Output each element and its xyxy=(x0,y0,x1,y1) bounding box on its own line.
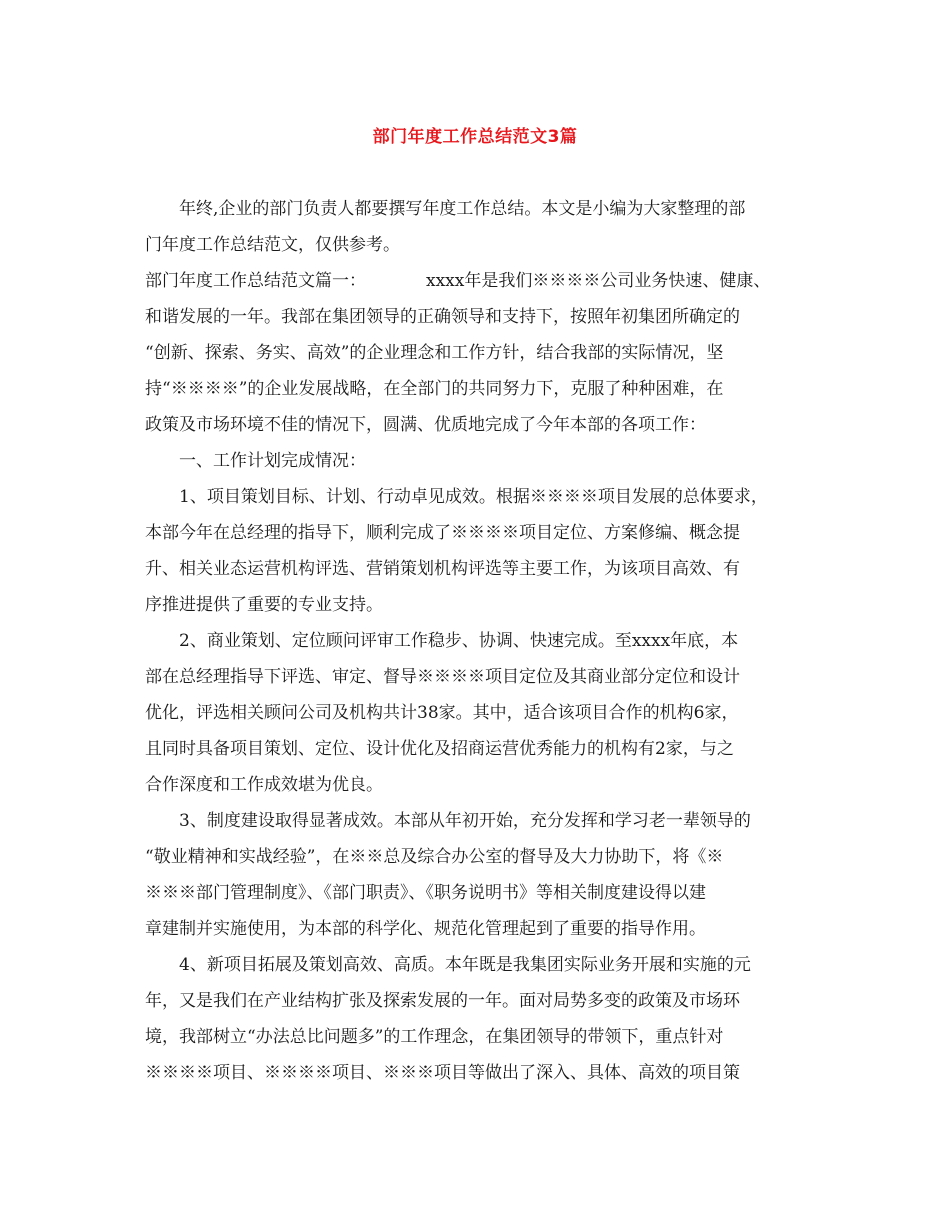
intro-line-1: 年终,企业的部门负责人都要撰写年度工作总结。本文是小编为大家整理的部 xyxy=(179,199,746,219)
item2-line-5: 合作深度和工作成效堪为优良。 xyxy=(145,775,383,795)
document-title: 部门年度工作总结范文3篇 xyxy=(372,127,578,147)
item1-line-1: 1、项目策划目标、计划、行动卓见成效。根据※※※※项目发展的总体要求， xyxy=(179,487,768,507)
intro-line-2: 门年度工作总结范文，仅供参考。 xyxy=(145,235,400,255)
section-body-line-2: “创新、探索、务实、高效”的企业理念和工作方针，结合我部的实际情况，坚 xyxy=(145,343,724,363)
item2-line-2: 部在总经理指导下评选、审定、督导※※※※项目定位及其商业部分定位和设计 xyxy=(145,667,740,687)
item1-line-3: 升、相关业态运营机构评选、营销策划机构评选等主要工作，为该项目高效、有 xyxy=(145,559,740,579)
section-body-line-3: 持“※※※※”的企业发展战略，在全部门的共同努力下，克服了种种困难，在 xyxy=(145,379,724,399)
item1-line-2: 本部今年在总经理的指导下，顺利完成了※※※※项目定位、方案修编、概念提 xyxy=(145,523,740,543)
item3-line-1: 3、制度建设取得显著成效。本部从年初开始，充分发挥和学习老一辈领导的 xyxy=(179,811,751,831)
item4-line-3: 境，我部树立“办法总比问题多”的工作理念，在集团领导的带领下，重点针对 xyxy=(145,1027,724,1047)
item1-line-4: 序推进提供了重要的专业支持。 xyxy=(145,595,383,615)
document-body xyxy=(145,191,815,1091)
item4-line-1: 4、新项目拓展及策划高效、高质。本年既是我集团实际业务开展和实施的元 xyxy=(179,955,751,975)
item2-line-4: 且同时具备项目策划、定位、设计优化及招商运营优秀能力的机构有2家，与之 xyxy=(145,739,734,759)
section-body-line-4: 政策及市场环境不佳的情况下，圆满、优质地完成了今年本部的各项工作： xyxy=(145,415,706,435)
section-first-line: xxxx年是我们※※※※公司业务快速、健康、 xyxy=(426,271,771,291)
item2-line-3: 优化，评选相关顾问公司及机构共计38家。其中，适合该项目合作的机构6家， xyxy=(145,703,739,723)
section-heading: 部门年度工作总结范文篇一： xyxy=(145,271,366,291)
item4-line-2: 年，又是我们在产业结构扩张及探索发展的一年。面对局势多变的政策及市场环 xyxy=(145,991,740,1011)
subheading: 一、工作计划完成情况： xyxy=(179,451,366,471)
item4-line-4: ※※※※项目、※※※※项目、※※※项目等做出了深入、具体、高效的项目策 xyxy=(145,1063,740,1083)
item3-line-3: ※※※部门管理制度》、《部门职责》、《职务说明书》等相关制度建设得以建 xyxy=(145,883,706,903)
section-heading-line xyxy=(145,263,815,299)
item3-line-4: 章建制并实施使用，为本部的科学化、规范化管理起到了重要的指导作用。 xyxy=(145,919,706,939)
section-body-line-1: 和谐发展的一年。我部在集团领导的正确领导和支持下，按照年初集团所确定的 xyxy=(145,307,740,327)
item3-line-2: “敬业精神和实战经验”，在※※总及综合办公室的督导及大力协助下，将《※ xyxy=(145,847,724,867)
item2-line-1: 2、商业策划、定位顾问评审工作稳步、协调、快速完成。至xxxx年底，本 xyxy=(179,631,739,651)
